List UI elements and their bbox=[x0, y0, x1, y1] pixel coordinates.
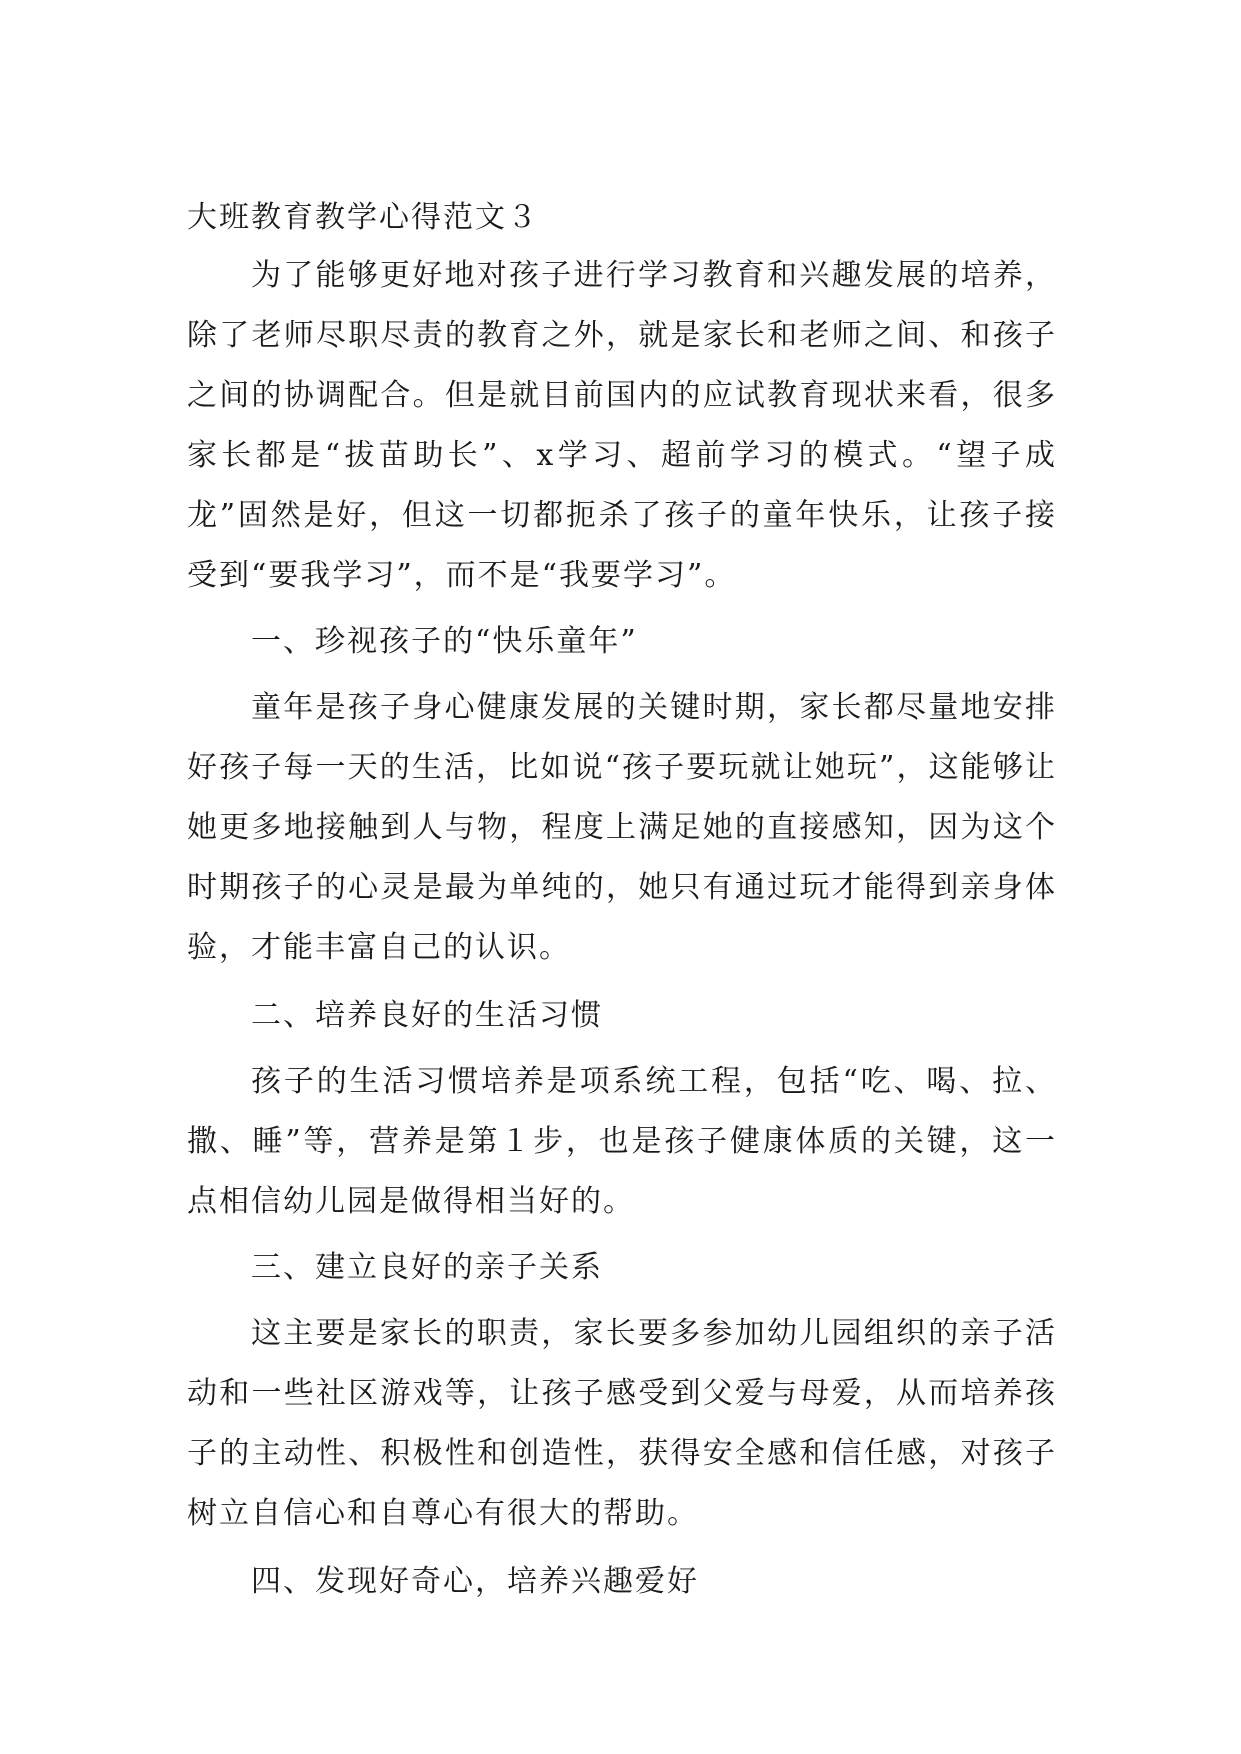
paragraph-section-3: 这主要是家长的职责，家长要多参加幼儿园组织的亲子活动和一些社区游戏等，让孩子感受到父爱与母爱，从而培养孩子的主动性、积极性和创造性，获得安全感和信任感，对孩子树立自信心和自尊心有很大的帮助。 bbox=[187, 1316, 1057, 1531]
paragraph-section-1: 童年是孩子身心健康发展的关键时期，家长都尽量地安排好孩子每一天的生活，比如说“孩子要玩就让她玩”，这能够让她更多地接触到人与物，程度上满足她的直接感知，因为这个时期孩子的心灵是最为单纯的，她只有通过玩才能得到亲身体验，才能丰富自己的认识。 bbox=[187, 690, 1057, 965]
section-heading-3: 三、建立良好的亲子关系 bbox=[251, 1250, 603, 1285]
paragraph-intro: 为了能够更好地对孩子进行学习教育和兴趣发展的培养，除了老师尽职尽责的教育之外，就是家长和老师之间、和孩子之间的协调配合。但是就目前国内的应试教育现状来看，很多家长都是“拔苗助长”、x学习、超前学习的模式。“望子成龙”固然是好，但这一切都扼杀了孩子的童年快乐，让孩子接受到“要我学习”，而不是“我要学习”。 bbox=[187, 258, 1057, 593]
section-heading-2: 二、培养良好的生活习惯 bbox=[251, 998, 603, 1033]
document-body bbox=[187, 190, 1057, 1612]
paragraph-section-2: 孩子的生活习惯培养是项系统工程，包括“吃、喝、拉、撒、睡”等，营养是第１步，也是孩子健康体质的关键，这一点相信幼儿园是做得相当好的。 bbox=[187, 1064, 1057, 1219]
section-heading-1: 一、珍视孩子的“快乐童年” bbox=[251, 624, 638, 659]
document-title: 大班教育教学心得范文３ bbox=[187, 200, 539, 235]
section-heading-4: 四、发现好奇心，培养兴趣爱好 bbox=[251, 1564, 699, 1599]
